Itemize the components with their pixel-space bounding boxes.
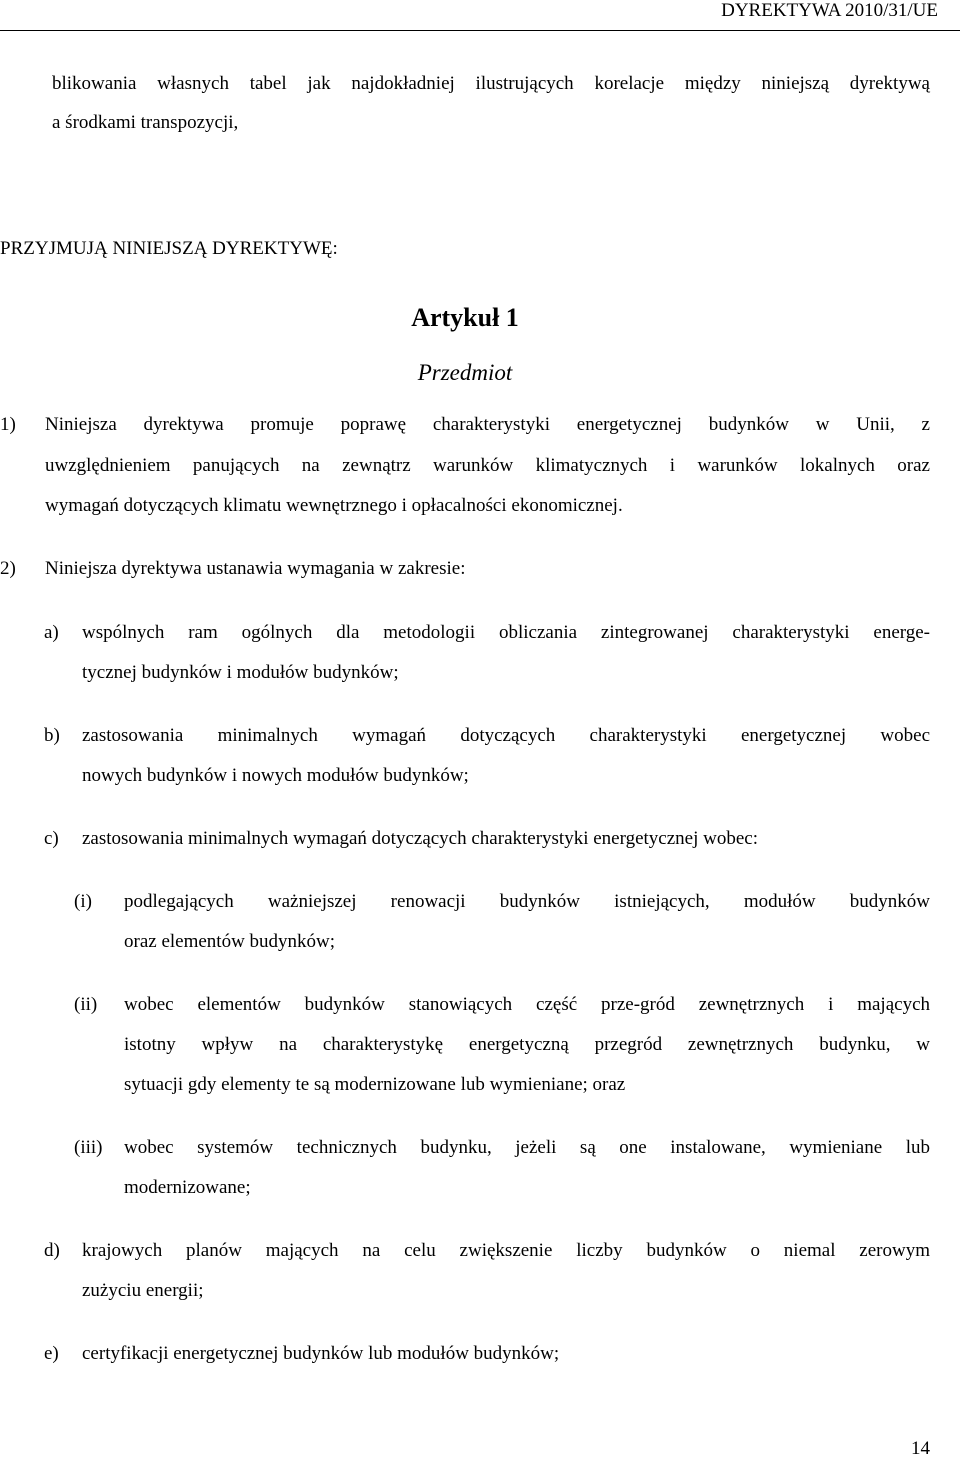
point-c-line-1: zastosowania minimalnych wymagań dotyczących charakterystyki energetycznej wobec: (82, 828, 758, 849)
subpoint-i-line-2: oraz elementów budynków; (124, 931, 336, 952)
point-e-line-1: certyfikacji energetycznej budynków lub modułów budynków; (82, 1343, 560, 1364)
subpoint-iii-line-2: modernizowane; (124, 1177, 251, 1198)
point-b-line-1: zastosowania minimalnych wymagań dotyczących charakterystyki energetycznej wobec (82, 725, 930, 746)
subpoint-ii-line-2: istotny wpływ na charakterystykę energetyczną przegród zewnętrznych budynku, w (124, 1034, 930, 1055)
header-rule (0, 30, 960, 31)
paragraph-2-text: Niniejsza dyrektywa ustanawia wymagania w zakresie: (45, 558, 466, 579)
point-a-line-2: tycznej budynków i modułów budynków; (82, 662, 399, 683)
subpoint-iii-label: (iii) (74, 1137, 103, 1158)
paragraph-1-number: 1) (0, 414, 16, 435)
subpoint-i-label: (i) (74, 891, 92, 912)
article-title: Artykuł 1 (411, 303, 519, 332)
point-b-label: b) (44, 725, 60, 746)
running-header: DYREKTYWA 2010/31/UE (721, 0, 938, 21)
point-a-label: a) (44, 622, 59, 643)
article-subtitle: Przedmiot (417, 360, 513, 385)
subpoint-i-line-1: podlegających ważniejszej renowacji budynków istniejących, modułów budynków (124, 891, 930, 912)
adoption-formula: PRZYJMUJĄ NINIEJSZĄ DYREKTYWĘ: (0, 238, 338, 259)
intro-line-1: blikowania własnych tabel jak najdokładniej ilustrujących korelacje między niniejszą dyrektywą (52, 73, 930, 94)
subpoint-ii-line-3: sytuacji gdy elementy te są modernizowane lub wymieniane; oraz (124, 1074, 626, 1095)
point-d-line-2: zużyciu energii; (82, 1280, 204, 1301)
point-d-label: d) (44, 1240, 60, 1261)
point-e-label: e) (44, 1343, 59, 1364)
paragraph-1-line-2: uwzględnieniem panujących na zewnątrz warunków klimatycznych i warunków lokalnych oraz (45, 455, 930, 476)
subpoint-ii-label: (ii) (74, 994, 98, 1015)
point-c-label: c) (44, 828, 59, 849)
page-number: 14 (911, 1438, 930, 1459)
subpoint-ii-line-1: wobec elementów budynków stanowiących część prze-gród zewnętrznych i mających (124, 994, 930, 1015)
subpoint-iii-line-1: wobec systemów technicznych budynku, jeżeli są one instalowane, wymieniane lub (124, 1137, 930, 1158)
point-b-line-2: nowych budynków i nowych modułów budynków; (82, 765, 469, 786)
paragraph-1-line-1: Niniejsza dyrektywa promuje poprawę charakterystyki energetycznej budynków w Unii, z (45, 414, 930, 435)
point-a-line-1: wspólnych ram ogólnych dla metodologii obliczania zintegrowanej charakterystyki energe- (82, 622, 930, 643)
point-d-line-1: krajowych planów mających na celu zwiększenie liczby budynków o niemal zerowym (82, 1240, 930, 1261)
intro-line-2: a środkami transpozycji, (52, 112, 239, 133)
paragraph-2-number: 2) (0, 558, 16, 579)
paragraph-1-line-3: wymagań dotyczących klimatu wewnętrznego i opłacalności ekonomicznej. (45, 495, 623, 516)
